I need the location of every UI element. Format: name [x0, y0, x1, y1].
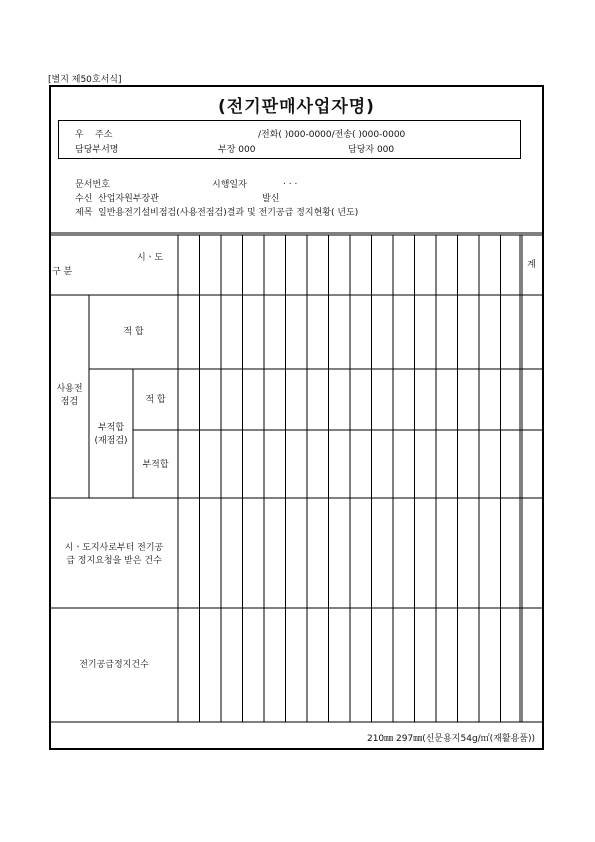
company-title: (전기판매사업자명) — [218, 97, 375, 117]
header-total: 계 — [527, 260, 536, 270]
manager-name: 부장 000 — [218, 145, 256, 155]
date-label: 시행일자 — [212, 180, 247, 190]
request-row-label: 시ㆍ도지사로부터 전기공 급 정지요청을 받은 건수 — [64, 543, 164, 566]
header-sido: 시ㆍ도 — [136, 253, 164, 263]
postal-label: 우 — [75, 130, 84, 140]
form-number-tag: [별지 제50호서식] — [48, 75, 122, 85]
sub-unsuitable-label: 부적합 — [142, 460, 169, 470]
staff-name: 담당자 000 — [348, 145, 395, 155]
phone-fax: /전화( )000-0000/전송( )000-0000 — [258, 130, 406, 140]
unsuitable-reinspect-label: 부적합 (재점검) — [94, 423, 128, 446]
subject-value: 일반용전기설비점검(사용전점검)결과 및 전기공급 정지현황( 년도) — [98, 208, 359, 218]
dept-label: 담당부서명 — [75, 145, 119, 155]
pre-use-inspection-label: 사용전 점검 — [56, 384, 83, 407]
address-label: 주소 — [95, 130, 113, 140]
sub-suitable-label: 적 합 — [145, 395, 166, 405]
subject-label: 제목 — [75, 208, 93, 218]
paper-spec-footer: 210㎜ 297㎜(신문용지54g/㎡(재활용품)) — [366, 734, 535, 744]
recipient-label: 수신 — [75, 194, 93, 204]
suitable-label: 적 합 — [123, 327, 144, 337]
recipient-value: 산업자원부장관 — [98, 194, 159, 204]
sender-label: 발신 — [262, 194, 280, 204]
stop-row-label: 전기공급정지건수 — [79, 660, 149, 670]
header-gubun: 구 분 — [52, 267, 73, 277]
doc-number-label: 문서번호 — [75, 180, 110, 190]
date-value: . . . — [283, 177, 298, 187]
